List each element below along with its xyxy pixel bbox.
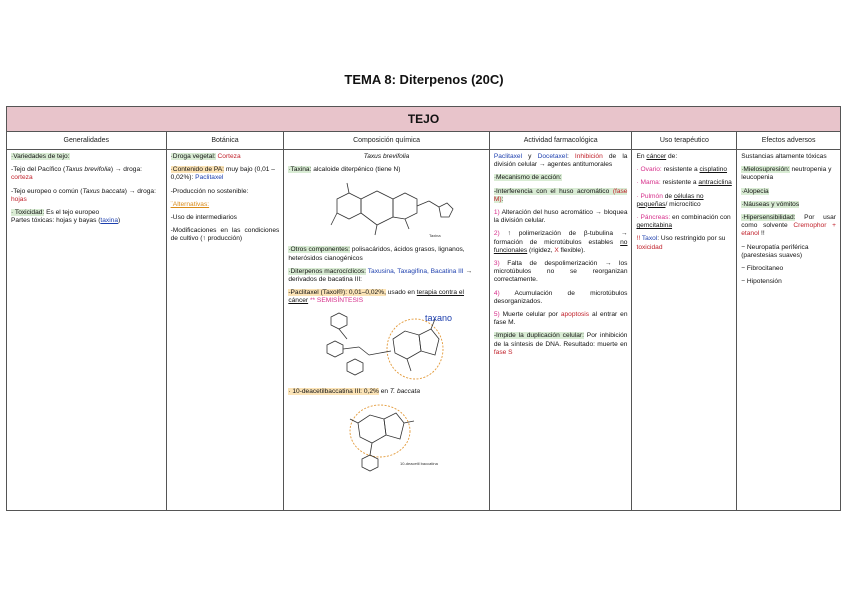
col-composicion: [284, 150, 490, 510]
ovary-item: · Ovario: resistente a cisplatino: [636, 166, 728, 174]
other-components-item: ·Otros componentes: polisacáridos, ácidos grasos, lignanos, heterósidos cianogénicos: [288, 246, 465, 262]
european-yew-item: -Tejo europeo o común (Taxus baccata) → droga: hojas: [11, 187, 156, 203]
table-body: [7, 150, 840, 510]
drug-item: ·Droga vegetal: Corteza: [170, 153, 241, 160]
header-botanica: Botánica: [167, 132, 285, 149]
deacetylbaccatin-item: · 10-deacetilbaccatina III: 0,2% en T. baccata: [288, 387, 421, 395]
pancreas-item: · Páncreas: en combinación con gemcitabina: [636, 214, 731, 230]
toxicity-item: · Toxicidad: Es el tejo europeo Partes tóxicas: hojas y bayas (taxina): [11, 209, 121, 225]
step-3: 3) Falta de despolimerización → los microtúbulos no se reorganizan correctamente.: [493, 260, 628, 284]
taxina-structure-label: Taxina: [428, 233, 441, 239]
header-efectos: Efectos adversos: [761, 137, 816, 144]
fibrocitaneo-item: − Fibrocitaneo: [741, 265, 784, 273]
alopecia-item: ·Alopecia: [741, 187, 769, 195]
hypotension-item: − Hipotensión: [741, 278, 782, 286]
toxic-substances-item: Sustancias altamente tóxicas: [741, 153, 827, 160]
varieties-heading: ·Variedades de tejo:: [11, 153, 70, 160]
col-actividad: [490, 150, 633, 510]
taxano-label: taxano: [424, 312, 452, 323]
table-band-title: TEJO: [7, 107, 840, 132]
species-heading: Taxus brevifolia: [363, 153, 410, 160]
taxano-structure-image: [307, 311, 467, 383]
col-efectos: [737, 150, 840, 510]
paclitaxel-item: -Paclitaxel (Taxol®): 0,01–0,02%, usado en terapia contra el cáncer ** SEMISÍNTESIS: [288, 289, 465, 305]
nausea-item: ·Náuseas y vómitos: [741, 200, 800, 208]
production-item: -Producción no sostenible:: [170, 187, 249, 195]
deacetylbaccatin-structure-image: [322, 401, 452, 483]
col-uso: [632, 150, 737, 510]
taxina-structure-image: [317, 179, 457, 241]
header-composicion: Composición química: [284, 132, 490, 149]
myelosuppression-item: ·Mielosupresión: neutropenia y leucopenia: [741, 166, 832, 182]
neuropathy-item: − Neuropatía periférica (parestesias suaves): [741, 243, 809, 259]
duplication-item: -Impide la duplicación celular: Por inhibición de la síntesis de DNA. Resultado: muerte en fase S: [493, 332, 628, 356]
cancer-heading: En cáncer de:: [636, 153, 678, 160]
header-actividad: Actividad farmacológica: [490, 132, 633, 149]
step-2: 2) ↑ polimerización de β-tubulina → formación de microtúbulos estables no funcionales (rigidez, X flexible).: [493, 230, 628, 254]
intermediates-item: -Uso de intermediarios: [170, 214, 237, 222]
deacetylbaccatin-structure-label: 10-deacetil baccatina: [399, 460, 438, 466]
taxol-warning-item: !! Taxol: Uso restringido por su toxicidad: [636, 235, 726, 251]
taxina-item: ·Taxina: alcaloide diterpénico (tiene N): [288, 166, 401, 174]
content-item: ·Contenido de PA: muy bajo (0,01 – 0,02%): Paclitaxel: [170, 166, 275, 182]
step-4: 4) Acumulación de microtúbulos desorganizados.: [493, 289, 628, 305]
lung-item: · Pulmón de células no pequeñas/ microcítico: [636, 192, 704, 208]
pacific-yew-item: -Tejo del Pacífico (Taxus brevifolia) → droga: corteza: [11, 166, 142, 182]
hypersensitivity-item: ·Hipersensibilidad: Por usar como solvente Cremophor + etanol !!: [741, 214, 836, 238]
macrocyclic-item: ·Diterpenos macrocíclicos: Taxusina, Taxagifina, Bacatina III → derivados de bacatina III:: [288, 267, 473, 284]
spindle-item: -Interferencia con el huso acromático (fase M):: [493, 187, 628, 203]
step-1: 1) Alteración del huso acromático → bloquea la división celular.: [493, 209, 628, 225]
inhibition-item: Paclitaxel y Docetaxel: Inhibición de la división celular → agentes antitumorales: [493, 153, 628, 169]
col-generalidades: [7, 150, 167, 510]
step-5: 5) Muerte celular por apoptosis al entrar en fase M.: [493, 311, 628, 327]
summary-table: [6, 106, 841, 511]
breast-item: · Mama: resistente a antraciclina: [636, 179, 732, 187]
header-uso: Uso terapéutico: [632, 132, 737, 149]
page-title: TEMA 8: Diterpenos (20C): [344, 72, 504, 87]
header-generalidades: Generalidades: [7, 132, 167, 149]
col-botanica: [167, 150, 285, 510]
alternatives-heading: ¨Alternativas:: [170, 200, 210, 208]
culture-item: -Modificaciones en las condiciones de cultivo (↑ producción): [170, 227, 280, 243]
header-row: [7, 132, 840, 150]
mechanism-heading: ·Mecanismo de acción:: [493, 174, 562, 182]
